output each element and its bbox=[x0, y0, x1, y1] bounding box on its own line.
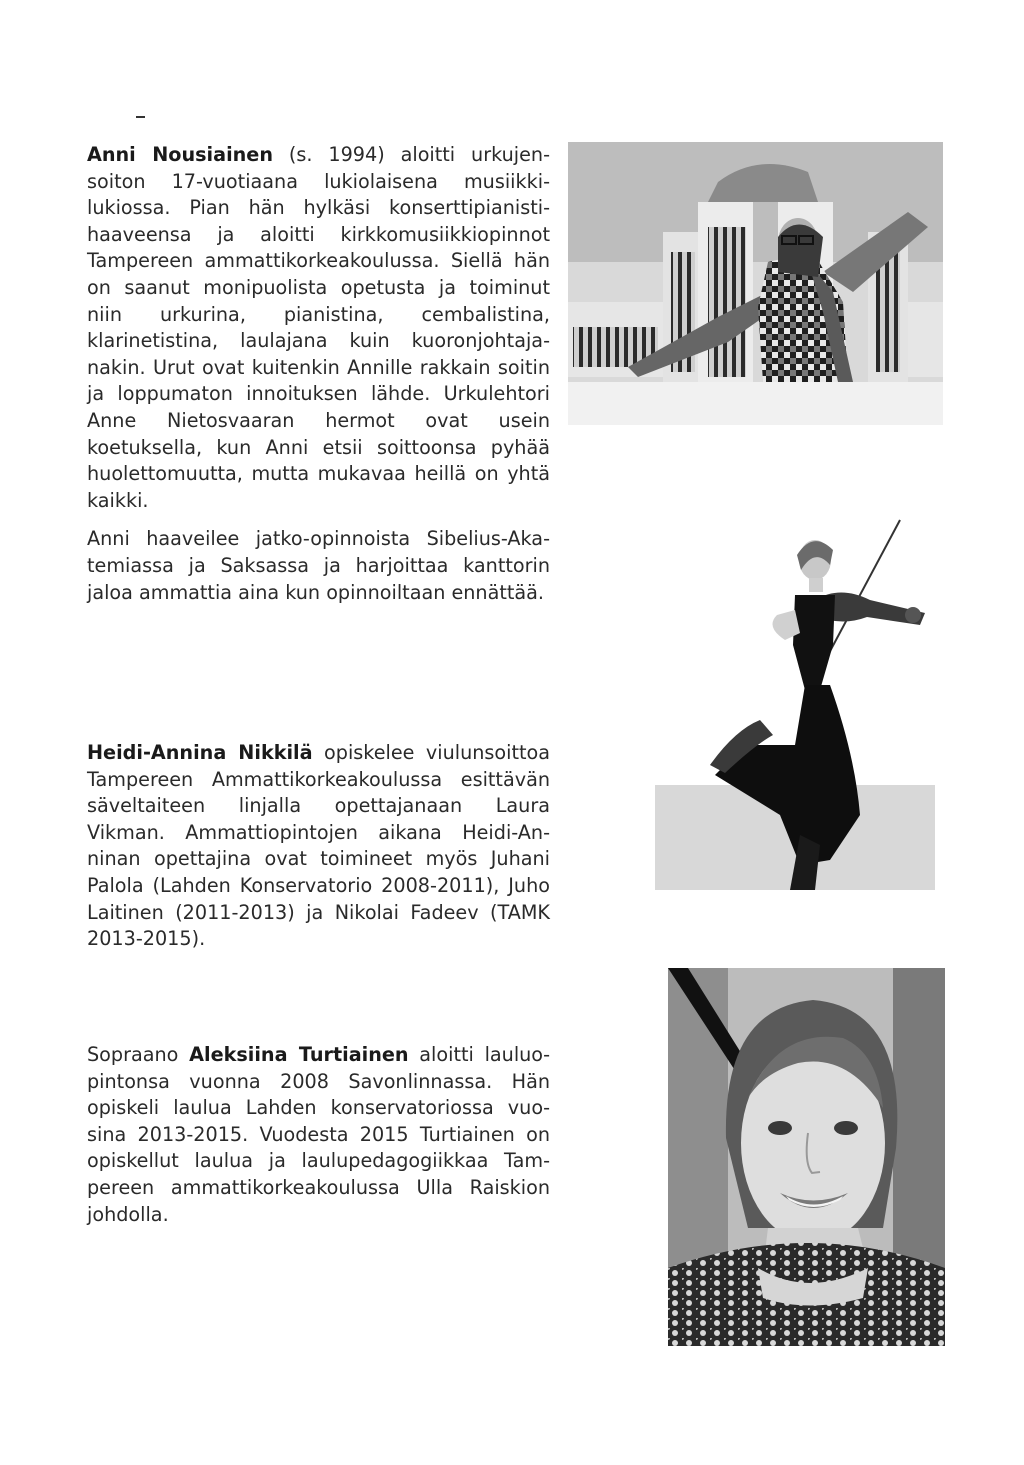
soprano-photo bbox=[668, 968, 945, 1346]
stray-mark bbox=[136, 116, 145, 118]
bio-paragraph bbox=[87, 1042, 550, 1228]
bio-heidi-annina-nikkila bbox=[87, 740, 550, 965]
performer-name: Aleksiina Turtiainen bbox=[189, 1043, 409, 1066]
bio-text: aloitti lauluopintonsa vuonna 2008 Savonlinnassa. Hän opiskeli laulua Lahden konservatoriossa vuosina 2013-2015. Vuodesta 2015 Turtiainen on opiskellut laulua ja laulupedagogiikkaa Tampereen ammattikorkeakoulussa Ulla Raiskion johdolla. bbox=[87, 1043, 550, 1226]
bio-paragraph bbox=[87, 740, 550, 953]
bio-text: Anni haaveilee jatko-opinnoista Sibelius-Akatemiassa ja Saksassa ja harjoittaa kanttorin jaloa ammattia aina kun opinnoiltaan ennättää. bbox=[87, 527, 550, 604]
bio-paragraph bbox=[87, 142, 550, 514]
bio-paragraph bbox=[87, 526, 550, 606]
performer-name: Anni Nousiainen bbox=[87, 143, 273, 166]
bio-text: opiskelee viulunsoittoa Tampereen Ammattikorkeakoulussa esittävän säveltaiteen linjalla opettajanaan Laura Vikman. Ammattiopintojen aikana Heidi-Anninan opettajina ovat toimineet myös Juhani Palola (Lahden Konservatorio 2008-2011), Juho Laitinen (2011-2013) ja Nikolai Fadeev (TAMK 2013-2015). bbox=[87, 741, 551, 951]
violinist-photo bbox=[655, 515, 935, 890]
performer-name: Heidi-Annina Nikkilä bbox=[87, 741, 313, 764]
organist-photo bbox=[568, 142, 943, 425]
bio-aleksiina-turtiainen bbox=[87, 1042, 550, 1240]
bio-lead: Sopraano bbox=[87, 1043, 190, 1066]
bio-text: (s. 1994) aloitti urkujensoiton 17-vuotiaana lukiolaisena musiikkilukiossa. Pian hän hylkäsi konserttipianistihaaveensa ja aloitti kirkkomusiikkiopinnot Tampereen ammattikorkeakoulussa. Siellä hän on saanut monipuolista opetusta ja toiminut niin urkurina, pianistina, cembalistina, klarinetistina, laulajana kuin kuoronjohtajanakin. Urut ovat kuitenkin Annille rakkain soitin ja loppumaton innoituksen lähde. Urkulehtori Anne Nietosvaaran hermot ovat usein koetuksella, kun Anni etsii soittoonsa pyhää huolettomuutta, mutta mukavaa heillä on yhtä kaikki. bbox=[87, 143, 551, 512]
bio-anni-nousiainen bbox=[87, 142, 550, 618]
